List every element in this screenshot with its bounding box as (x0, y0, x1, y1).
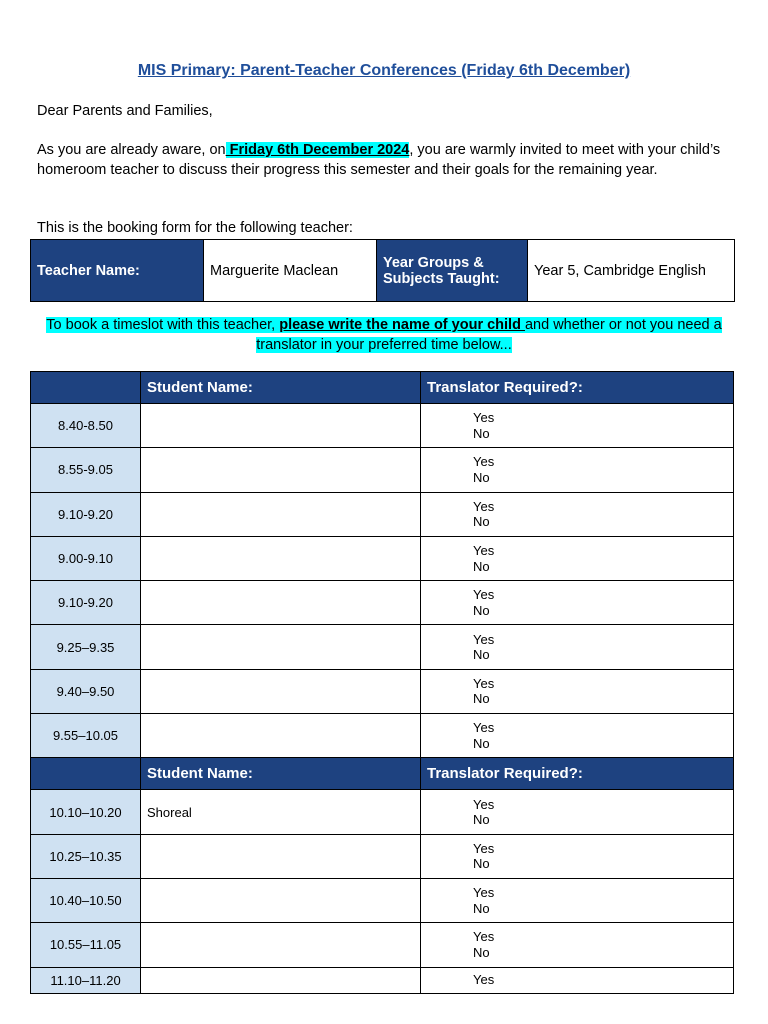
translator-no-option[interactable]: No (473, 812, 490, 828)
translator-yes-option[interactable]: Yes (473, 410, 495, 426)
timeslot-row (31, 923, 734, 967)
student-name-field[interactable]: Shoreal (141, 790, 421, 834)
student-name-header: Student Name: (141, 372, 421, 404)
translator-header: Translator Required?: (421, 372, 734, 404)
intro-after: , you are warmly invited to meet with your child’s homeroom teacher to discuss their progress this semester and their goals for the remaining year. (37, 142, 721, 178)
student-name-field[interactable] (141, 878, 421, 922)
translator-yes-option[interactable]: Yes (473, 929, 495, 945)
student-name-field[interactable] (141, 714, 421, 758)
translator-yes-option[interactable]: Yes (473, 631, 495, 647)
timeslot-time: 9.55–10.05 (31, 714, 141, 758)
translator-no-option[interactable]: No (473, 425, 490, 441)
translator-choice[interactable] (421, 492, 734, 536)
timeslot-row (31, 714, 734, 758)
translator-no-option[interactable]: No (473, 735, 490, 751)
timeslot-time: 9.40–9.50 (31, 669, 141, 713)
instruction-text (40, 316, 728, 355)
timeslot-time: 10.25–10.35 (31, 834, 141, 878)
translator-choice[interactable] (421, 878, 734, 922)
translator-yes-option[interactable]: Yes (473, 972, 495, 988)
student-name-field[interactable] (141, 834, 421, 878)
student-name-field[interactable] (141, 404, 421, 448)
intro-date-highlight: Friday 6th December 2024 (225, 142, 410, 158)
intro-paragraph (37, 141, 737, 180)
teacher-info-table (30, 239, 735, 302)
timeslot-row (31, 625, 734, 669)
timeslot-row (31, 581, 734, 625)
timeslot-time: 10.10–10.20 (31, 790, 141, 834)
translator-choice[interactable] (421, 714, 734, 758)
translator-choice[interactable] (421, 923, 734, 967)
translator-choice[interactable] (421, 581, 734, 625)
student-name-field[interactable] (141, 448, 421, 492)
timeslot-time: 9.10-9.20 (31, 492, 141, 536)
translator-yes-option[interactable]: Yes (473, 587, 495, 603)
header-blank-cell (31, 758, 141, 790)
translator-no-option[interactable]: No (473, 944, 490, 960)
translator-choice[interactable] (421, 834, 734, 878)
translator-yes-option[interactable]: Yes (473, 796, 495, 812)
booking-line: This is the booking form for the following teacher: (37, 220, 353, 236)
translator-choice[interactable] (421, 669, 734, 713)
translator-choice[interactable] (421, 448, 734, 492)
salutation: Dear Parents and Families, (37, 103, 213, 119)
instruction-before: To book a timeslot with this teacher, (46, 317, 280, 333)
instruction-after: and whether or not you need a translator in your preferred time below... (256, 317, 722, 353)
translator-yes-option[interactable]: Yes (473, 840, 495, 856)
timeslot-row (31, 448, 734, 492)
translator-yes-option[interactable]: Yes (473, 675, 495, 691)
timeslot-row (31, 404, 734, 448)
student-name-field[interactable] (141, 923, 421, 967)
translator-choice[interactable] (421, 404, 734, 448)
student-name-header: Student Name: (141, 758, 421, 790)
instruction-bold: please write the name of your child (279, 317, 525, 333)
timeslot-time: 9.00-9.10 (31, 536, 141, 580)
student-name-field[interactable] (141, 967, 421, 993)
timeslot-time: 9.10-9.20 (31, 581, 141, 625)
translator-choice[interactable] (421, 625, 734, 669)
translator-choice[interactable] (421, 967, 734, 993)
timeslot-row (31, 536, 734, 580)
translator-no-option[interactable]: No (473, 900, 490, 916)
page-title: MIS Primary: Parent-Teacher Conferences (Friday 6th December) (137, 62, 631, 79)
teacher-name-value: Marguerite Maclean (204, 240, 377, 302)
translator-header: Translator Required?: (421, 758, 734, 790)
student-name-field[interactable] (141, 536, 421, 580)
timeslot-row (31, 492, 734, 536)
year-groups-value: Year 5, Cambridge English (528, 240, 735, 302)
translator-yes-option[interactable]: Yes (473, 543, 495, 559)
student-name-field[interactable] (141, 669, 421, 713)
intro-before: As you are already aware, on (37, 142, 226, 158)
translator-no-option[interactable]: No (473, 647, 490, 663)
header-blank-cell (31, 372, 141, 404)
timeslot-row (31, 878, 734, 922)
translator-no-option[interactable]: No (473, 558, 490, 574)
timeslot-time: 11.10–11.20 (31, 967, 141, 993)
timeslot-time: 9.25–9.35 (31, 625, 141, 669)
timeslot-row (31, 790, 734, 834)
translator-yes-option[interactable]: Yes (473, 454, 495, 470)
translator-choice[interactable] (421, 790, 734, 834)
student-name-field[interactable] (141, 625, 421, 669)
translator-yes-option[interactable]: Yes (473, 720, 495, 736)
timeslot-time: 10.40–10.50 (31, 878, 141, 922)
translator-yes-option[interactable]: Yes (473, 885, 495, 901)
translator-yes-option[interactable]: Yes (473, 498, 495, 514)
timeslot-time: 8.40-8.50 (31, 404, 141, 448)
timeslot-time: 10.55–11.05 (31, 923, 141, 967)
table-header-row (31, 758, 734, 790)
translator-no-option[interactable]: No (473, 856, 490, 872)
timeslot-row (31, 669, 734, 713)
year-groups-label: Year Groups & Subjects Taught: (377, 240, 528, 302)
timeslot-row (31, 967, 734, 993)
timeslot-time: 8.55-9.05 (31, 448, 141, 492)
student-name-field[interactable] (141, 581, 421, 625)
translator-no-option[interactable]: No (473, 469, 490, 485)
teacher-name-label: Teacher Name: (31, 240, 204, 302)
translator-no-option[interactable]: No (473, 691, 490, 707)
translator-choice[interactable] (421, 536, 734, 580)
translator-no-option[interactable]: No (473, 602, 490, 618)
student-name-field[interactable] (141, 492, 421, 536)
timeslot-table (30, 371, 734, 994)
timeslot-row (31, 834, 734, 878)
table-header-row (31, 372, 734, 404)
translator-no-option[interactable]: No (473, 514, 490, 530)
